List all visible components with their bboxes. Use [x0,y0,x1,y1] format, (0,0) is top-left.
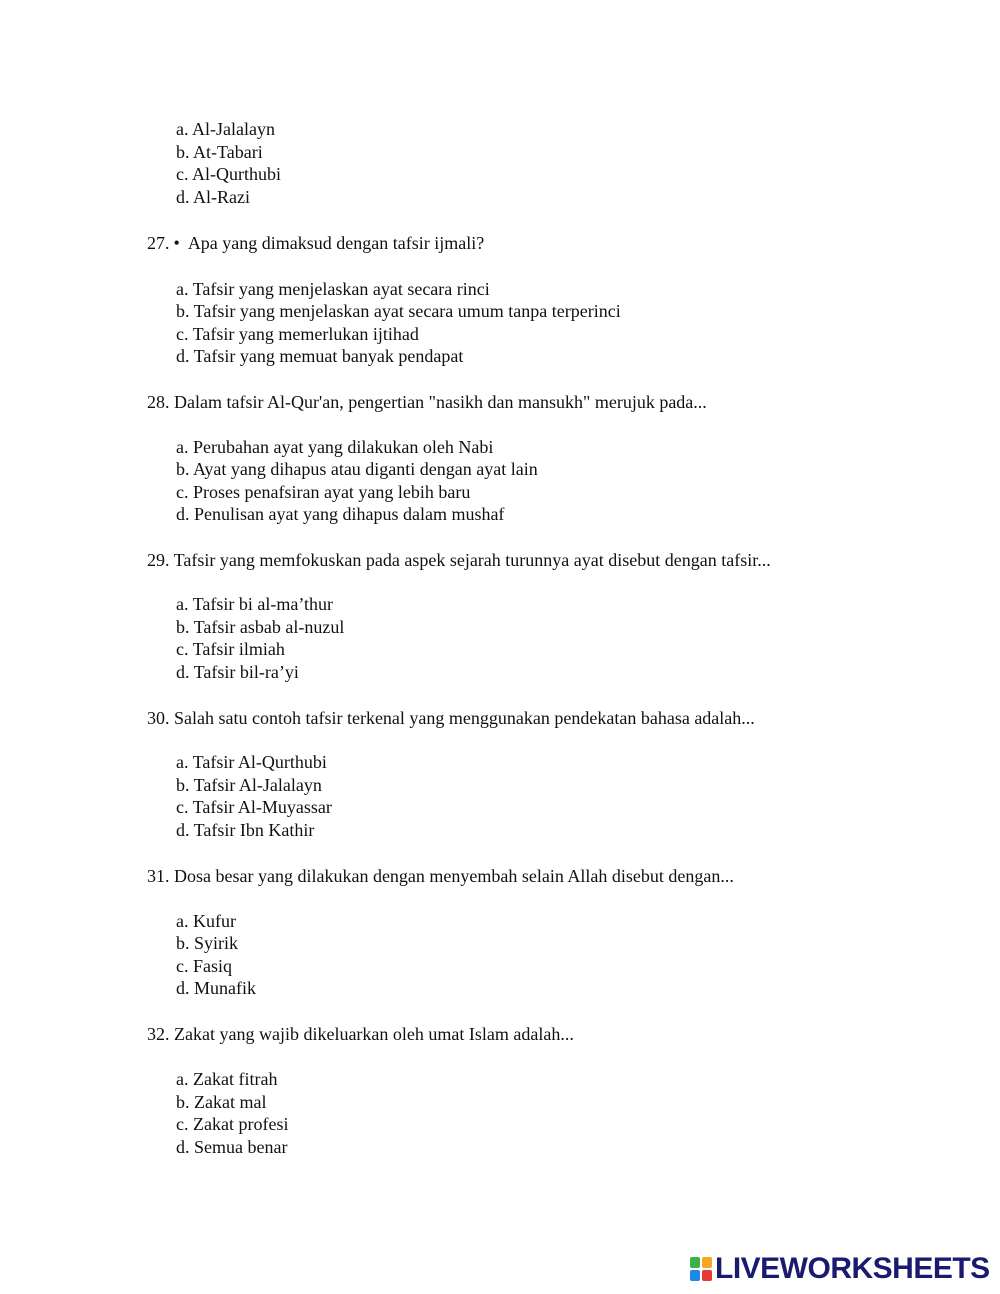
q28-option-a: a. Perubahan ayat yang dilakukan oleh Nabi [176,437,494,457]
q27-option-b: b. Tafsir yang menjelaskan ayat secara umum tanpa terperinci [176,301,621,321]
q27-option-d: d. Tafsir yang memuat banyak pendapat [176,346,464,366]
q31-option-b: b. Syirik [176,933,239,953]
q27-option-a: a. Tafsir yang menjelaskan ayat secara rinci [176,279,490,299]
q27-text: Apa yang dimaksud dengan tafsir ijmali? [187,233,485,253]
q31-question: 31. Dosa besar yang dilakukan dengan menyembah selain Allah disebut dengan... [147,866,734,886]
logo-square-red [702,1270,712,1281]
q28-question: 28. Dalam tafsir Al-Qur'an, pengertian "nasikh dan mansukh" merujuk pada... [147,392,707,412]
q32-option-b: b. Zakat mal [176,1092,267,1112]
q30-question: 30. Salah satu contoh tafsir terkenal yang menggunakan pendekatan bahasa adalah... [147,708,755,728]
q28-option-b: b. Ayat yang dihapus atau diganti dengan ayat lain [176,459,538,479]
q30-option-a: a. Tafsir Al-Qurthubi [176,752,327,772]
logo-square-green [690,1257,700,1268]
logo-square-orange [702,1257,712,1268]
q27-question [147,232,484,254]
q32-option-a: a. Zakat fitrah [176,1069,278,1089]
q26-option-a: a. Al-Jalalayn [176,119,275,139]
q30-option-c: c. Tafsir Al-Muyassar [176,797,332,817]
liveworksheets-logo-icon [690,1257,712,1281]
q32-option-d: d. Semua benar [176,1137,288,1157]
q29-question: 29. Tafsir yang memfokuskan pada aspek sejarah turunnya ayat disebut dengan tafsir... [147,550,771,570]
logo-text: LIVEWORKSHEETS [715,1252,990,1285]
q30-option-b: b. Tafsir Al-Jalalayn [176,775,322,795]
q29-option-d: d. Tafsir bil-ra’yi [176,662,299,682]
q26-option-c: c. Al-Qurthubi [176,164,281,184]
q32-option-c: c. Zakat profesi [176,1114,289,1134]
q29-option-c: c. Tafsir ilmiah [176,639,285,659]
liveworksheets-logo [690,1252,990,1285]
q28-option-d: d. Penulisan ayat yang dihapus dalam mushaf [176,504,505,524]
q29-option-b: b. Tafsir asbab al-nuzul [176,617,345,637]
q27-option-c: c. Tafsir yang memerlukan ijtihad [176,324,419,344]
logo-square-blue [690,1270,700,1281]
q28-option-c: c. Proses penafsiran ayat yang lebih baru [176,482,471,502]
bullet-icon: • [173,233,180,253]
q30-option-d: d. Tafsir Ibn Kathir [176,820,315,840]
q26-option-d: d. Al-Razi [176,187,250,207]
q31-option-a: a. Kufur [176,911,236,931]
q32-question: 32. Zakat yang wajib dikeluarkan oleh umat Islam adalah... [147,1024,574,1044]
q31-option-d: d. Munafik [176,978,256,998]
q31-option-c: c. Fasiq [176,956,232,976]
q27-number: 27. [147,233,170,253]
q26-option-b: b. At-Tabari [176,142,263,162]
q29-option-a: a. Tafsir bi al-ma’thur [176,594,334,614]
